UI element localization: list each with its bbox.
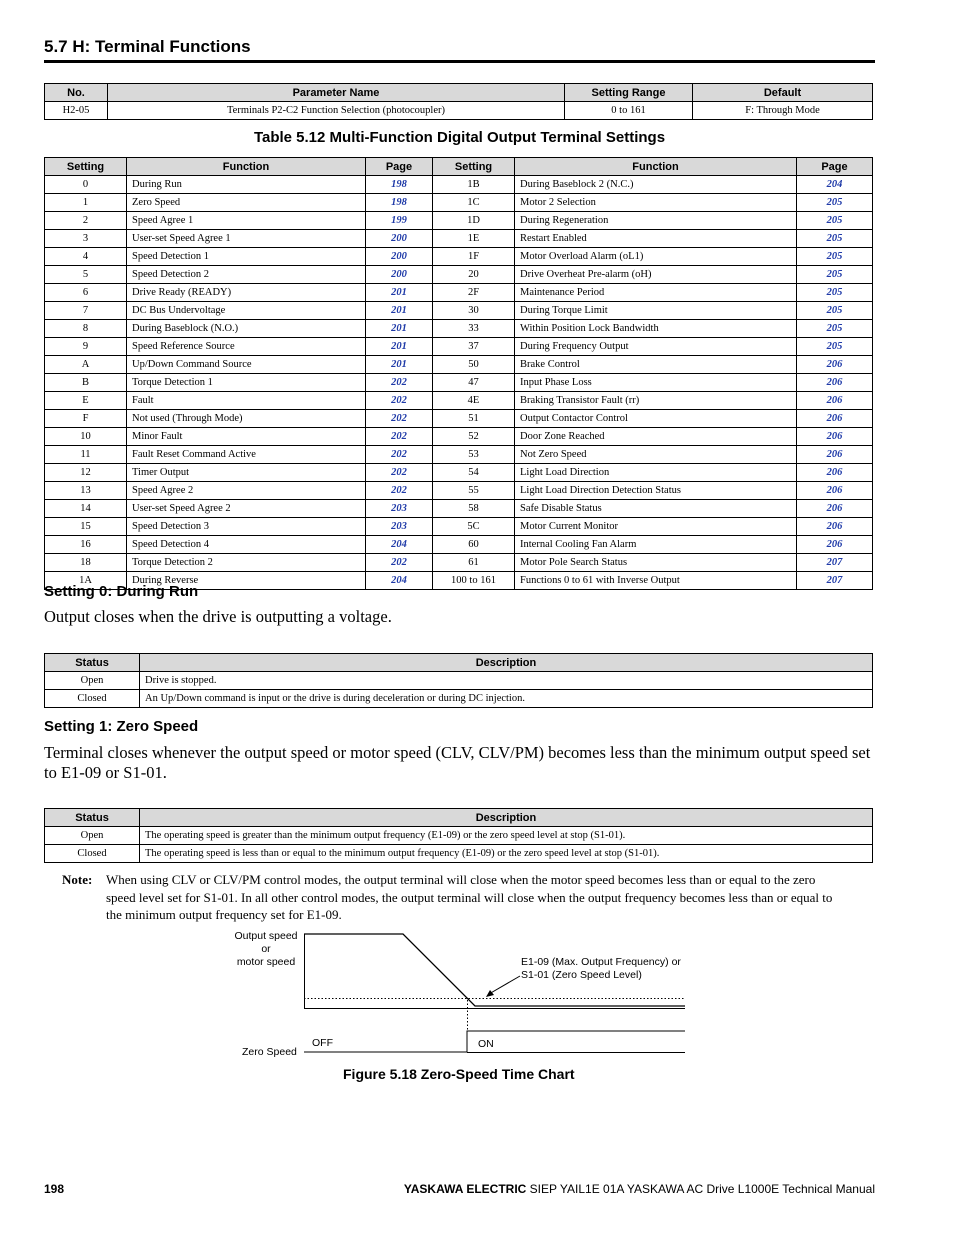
page-number: 198 <box>44 1182 65 1196</box>
page-link[interactable]: 206 <box>797 428 873 446</box>
function-name: Fault Reset Command Active <box>127 446 366 464</box>
page-link[interactable]: 205 <box>797 284 873 302</box>
page-link[interactable]: 206 <box>797 446 873 464</box>
footer-manual-title <box>404 1182 875 1196</box>
page-link[interactable]: 205 <box>797 302 873 320</box>
page-link[interactable]: 198 <box>366 194 433 212</box>
function-name: Speed Detection 3 <box>127 518 366 536</box>
setting-code: 1E <box>433 230 515 248</box>
page-link[interactable]: 203 <box>366 518 433 536</box>
function-name: During Run <box>127 176 366 194</box>
col-header-setting: Setting <box>433 158 515 176</box>
function-name: During Regeneration <box>515 212 797 230</box>
annotation-arrowhead <box>486 990 494 997</box>
col-header-page: Page <box>366 158 433 176</box>
setting-code: 20 <box>433 266 515 284</box>
page-link[interactable]: 204 <box>366 572 433 590</box>
page-link[interactable]: 206 <box>797 392 873 410</box>
page-link[interactable]: 205 <box>797 320 873 338</box>
page-link[interactable]: 205 <box>797 230 873 248</box>
page-link[interactable]: 200 <box>366 230 433 248</box>
setting-code: 58 <box>433 500 515 518</box>
description-cell: The operating speed is greater than the minimum output frequency (E1-09) or the zero speed level at stop (S1-01). <box>140 827 873 845</box>
col-header-no: No. <box>45 84 108 102</box>
col-header-function: Function <box>127 158 366 176</box>
page-link[interactable]: 199 <box>366 212 433 230</box>
footer-brand: YASKAWA ELECTRIC <box>403 1182 527 1196</box>
setting-code: 51 <box>433 410 515 428</box>
function-name: Speed Detection 1 <box>127 248 366 266</box>
function-name: User-set Speed Agree 1 <box>127 230 366 248</box>
page-link[interactable]: 206 <box>797 374 873 392</box>
figure-caption: Figure 5.18 Zero-Speed Time Chart <box>343 1066 575 1082</box>
setting-code: 1D <box>433 212 515 230</box>
function-name: User-set Speed Agree 2 <box>127 500 366 518</box>
status-cell: Closed <box>45 690 140 708</box>
page-link[interactable]: 201 <box>366 338 433 356</box>
setting-code: 52 <box>433 428 515 446</box>
page-link[interactable]: 205 <box>797 194 873 212</box>
annotation-line2: S1-01 (Zero Speed Level) <box>521 969 642 981</box>
setting-code: 5C <box>433 518 515 536</box>
function-name: During Torque Limit <box>515 302 797 320</box>
page-link[interactable]: 206 <box>797 518 873 536</box>
page-link[interactable]: 198 <box>366 176 433 194</box>
setting-code: 100 to 161 <box>433 572 515 590</box>
page-link[interactable]: 207 <box>797 572 873 590</box>
setting-code: 50 <box>433 356 515 374</box>
page-link[interactable]: 200 <box>366 266 433 284</box>
page-link[interactable]: 202 <box>366 464 433 482</box>
setting-code: 13 <box>45 482 127 500</box>
setting-code: B <box>45 374 127 392</box>
function-name: Motor 2 Selection <box>515 194 797 212</box>
setting-code: 14 <box>45 500 127 518</box>
setting-code: 7 <box>45 302 127 320</box>
setting-code: 16 <box>45 536 127 554</box>
status-cell: Closed <box>45 845 140 863</box>
setting-code: 6 <box>45 284 127 302</box>
y-axis-label-line3: motor speed <box>236 956 296 968</box>
col-header-status: Status <box>45 809 140 827</box>
page-link[interactable]: 202 <box>366 554 433 572</box>
page-link[interactable]: 200 <box>366 248 433 266</box>
table-caption: Table 5.12 Multi-Function Digital Output Terminal Settings <box>253 129 666 146</box>
function-name: Speed Agree 2 <box>127 482 366 500</box>
function-name: Brake Control <box>515 356 797 374</box>
setting-code: 0 <box>45 176 127 194</box>
setting-code: 33 <box>433 320 515 338</box>
page-link[interactable]: 205 <box>797 338 873 356</box>
col-header-default: Default <box>693 84 873 102</box>
page-link[interactable]: 206 <box>797 410 873 428</box>
function-name: Fault <box>127 392 366 410</box>
col-header-page: Page <box>797 158 873 176</box>
page-link[interactable]: 204 <box>797 176 873 194</box>
function-name: Speed Agree 1 <box>127 212 366 230</box>
function-name: During Reverse <box>127 572 366 590</box>
function-name: During Baseblock 2 (N.C.) <box>515 176 797 194</box>
off-label: OFF <box>312 1037 333 1049</box>
setting-code: 4E <box>433 392 515 410</box>
page-link[interactable]: 201 <box>366 302 433 320</box>
col-header-function: Function <box>515 158 797 176</box>
setting-code: 11 <box>45 446 127 464</box>
param-name: Terminals P2-C2 Function Selection (photocoupler) <box>108 102 565 120</box>
page-link[interactable]: 206 <box>797 464 873 482</box>
function-name: During Frequency Output <box>515 338 797 356</box>
function-name: Motor Current Monitor <box>515 518 797 536</box>
y-axis-label-line1: Output speed <box>234 930 298 942</box>
setting-code: 1B <box>433 176 515 194</box>
status-cell: Open <box>45 827 140 845</box>
setting-code: 55 <box>433 482 515 500</box>
function-name: Maintenance Period <box>515 284 797 302</box>
function-name: Functions 0 to 61 with Inverse Output <box>515 572 797 590</box>
description-cell: Drive is stopped. <box>140 672 873 690</box>
note-label: Note: <box>62 872 93 887</box>
function-name: Internal Cooling Fan Alarm <box>515 536 797 554</box>
col-header-setting: Setting <box>45 158 127 176</box>
function-name: Zero Speed <box>127 194 366 212</box>
function-name: Drive Overheat Pre-alarm (oH) <box>515 266 797 284</box>
status-cell: Open <box>45 672 140 690</box>
setting-code: 10 <box>45 428 127 446</box>
setting-code: 9 <box>45 338 127 356</box>
page-link[interactable]: 205 <box>797 248 873 266</box>
setting-code: 2 <box>45 212 127 230</box>
page-link[interactable]: 201 <box>366 284 433 302</box>
param-no: H2-05 <box>45 102 108 120</box>
page-link[interactable]: 201 <box>366 356 433 374</box>
function-name: Speed Detection 4 <box>127 536 366 554</box>
function-name: Torque Detection 1 <box>127 374 366 392</box>
zero-speed-signal <box>304 1031 685 1052</box>
setting-code: 2F <box>433 284 515 302</box>
col-header-setting-range: Setting Range <box>565 84 693 102</box>
setting-code: 30 <box>433 302 515 320</box>
setting-code: 37 <box>433 338 515 356</box>
setting-code: 12 <box>45 464 127 482</box>
function-name: Input Phase Loss <box>515 374 797 392</box>
description-cell: An Up/Down command is input or the drive is during deceleration or during DC injection. <box>140 690 873 708</box>
footer-manual: SIEP YAIL1E 01A YASKAWA AC Drive L1000E Technical Manual <box>529 1182 875 1196</box>
function-name: Minor Fault <box>127 428 366 446</box>
setting-code: 47 <box>433 374 515 392</box>
function-name: Safe Disable Status <box>515 500 797 518</box>
setting0-heading: Setting 0: During Run <box>44 583 199 600</box>
col-header-description: Description <box>140 809 873 827</box>
setting-code: 1 <box>45 194 127 212</box>
page-link[interactable]: 203 <box>366 500 433 518</box>
function-name: Speed Detection 2 <box>127 266 366 284</box>
page-link[interactable]: 202 <box>366 392 433 410</box>
function-name: Door Zone Reached <box>515 428 797 446</box>
function-name: Drive Ready (READY) <box>127 284 366 302</box>
annotation-line1: E1-09 (Max. Output Frequency) or <box>521 956 681 968</box>
setting0-text: Output closes when the drive is outputting a voltage. <box>44 607 392 626</box>
y-axis-label-line2: or <box>261 943 271 955</box>
setting-code: F <box>45 410 127 428</box>
setting-code: 18 <box>45 554 127 572</box>
function-name: Output Contactor Control <box>515 410 797 428</box>
page-link[interactable]: 202 <box>366 446 433 464</box>
setting-code: 1A <box>45 572 127 590</box>
note-text: When using CLV or CLV/PM control modes, the output terminal will close when the motor speed becomes less than or equal to the zero speed level set for S1-01. In all other control modes, the output terminal will close when the output frequency becomes less than or equal to the minimum output frequency set for E1-09. <box>106 872 833 922</box>
function-name: Motor Pole Search Status <box>515 554 797 572</box>
page-link[interactable]: 202 <box>366 428 433 446</box>
setting-code: 8 <box>45 320 127 338</box>
function-name: Within Position Lock Bandwidth <box>515 320 797 338</box>
section-title: 5.7 H: Terminal Functions <box>44 37 251 56</box>
page-link[interactable]: 204 <box>366 536 433 554</box>
setting-code: E <box>45 392 127 410</box>
col-header-status: Status <box>45 654 140 672</box>
function-name: Light Load Direction Detection Status <box>515 482 797 500</box>
col-header-parameter-name: Parameter Name <box>108 84 565 102</box>
function-name: During Baseblock (N.O.) <box>127 320 366 338</box>
page-link[interactable]: 205 <box>797 266 873 284</box>
setting1-heading: Setting 1: Zero Speed <box>44 718 199 735</box>
function-name: Timer Output <box>127 464 366 482</box>
function-name: Speed Reference Source <box>127 338 366 356</box>
setting-code: 61 <box>433 554 515 572</box>
setting-code: 1C <box>433 194 515 212</box>
setting-code: 54 <box>433 464 515 482</box>
param-default: F: Through Mode <box>693 102 873 120</box>
page-link[interactable]: 201 <box>366 320 433 338</box>
function-name: Up/Down Command Source <box>127 356 366 374</box>
function-name: Motor Overload Alarm (oL1) <box>515 248 797 266</box>
page-link[interactable]: 205 <box>797 212 873 230</box>
param-range: 0 to 161 <box>565 102 693 120</box>
page-link[interactable]: 206 <box>797 356 873 374</box>
page-link[interactable]: 202 <box>366 410 433 428</box>
function-name: Torque Detection 2 <box>127 554 366 572</box>
setting-code: 15 <box>45 518 127 536</box>
annotation-arrow <box>489 976 520 994</box>
on-label: ON <box>478 1038 494 1050</box>
function-name: Braking Transistor Fault (rr) <box>515 392 797 410</box>
zero-speed-label: Zero Speed <box>242 1046 297 1058</box>
setting-code: 1F <box>433 248 515 266</box>
page-link[interactable]: 206 <box>797 536 873 554</box>
setting1-text: Terminal closes whenever the output speed or motor speed (CLV, CLV/PM) becomes less than the minimum output speed set to E1-09 or S1-01. <box>44 743 871 782</box>
function-name: Restart Enabled <box>515 230 797 248</box>
page-link[interactable]: 206 <box>797 482 873 500</box>
page-link[interactable]: 207 <box>797 554 873 572</box>
function-name: Not used (Through Mode) <box>127 410 366 428</box>
setting-code: 3 <box>45 230 127 248</box>
function-name: Not Zero Speed <box>515 446 797 464</box>
description-cell: The operating speed is less than or equal to the minimum output frequency (E1-09) or the zero speed level at stop (S1-01). <box>140 845 873 863</box>
setting-code: 4 <box>45 248 127 266</box>
function-name: Light Load Direction <box>515 464 797 482</box>
setting-code: 60 <box>433 536 515 554</box>
setting-code: A <box>45 356 127 374</box>
col-header-description: Description <box>140 654 873 672</box>
page-link[interactable]: 202 <box>366 482 433 500</box>
function-name: DC Bus Undervoltage <box>127 302 366 320</box>
setting-code: 5 <box>45 266 127 284</box>
setting-code: 53 <box>433 446 515 464</box>
page-link[interactable]: 202 <box>366 374 433 392</box>
page-link[interactable]: 206 <box>797 500 873 518</box>
